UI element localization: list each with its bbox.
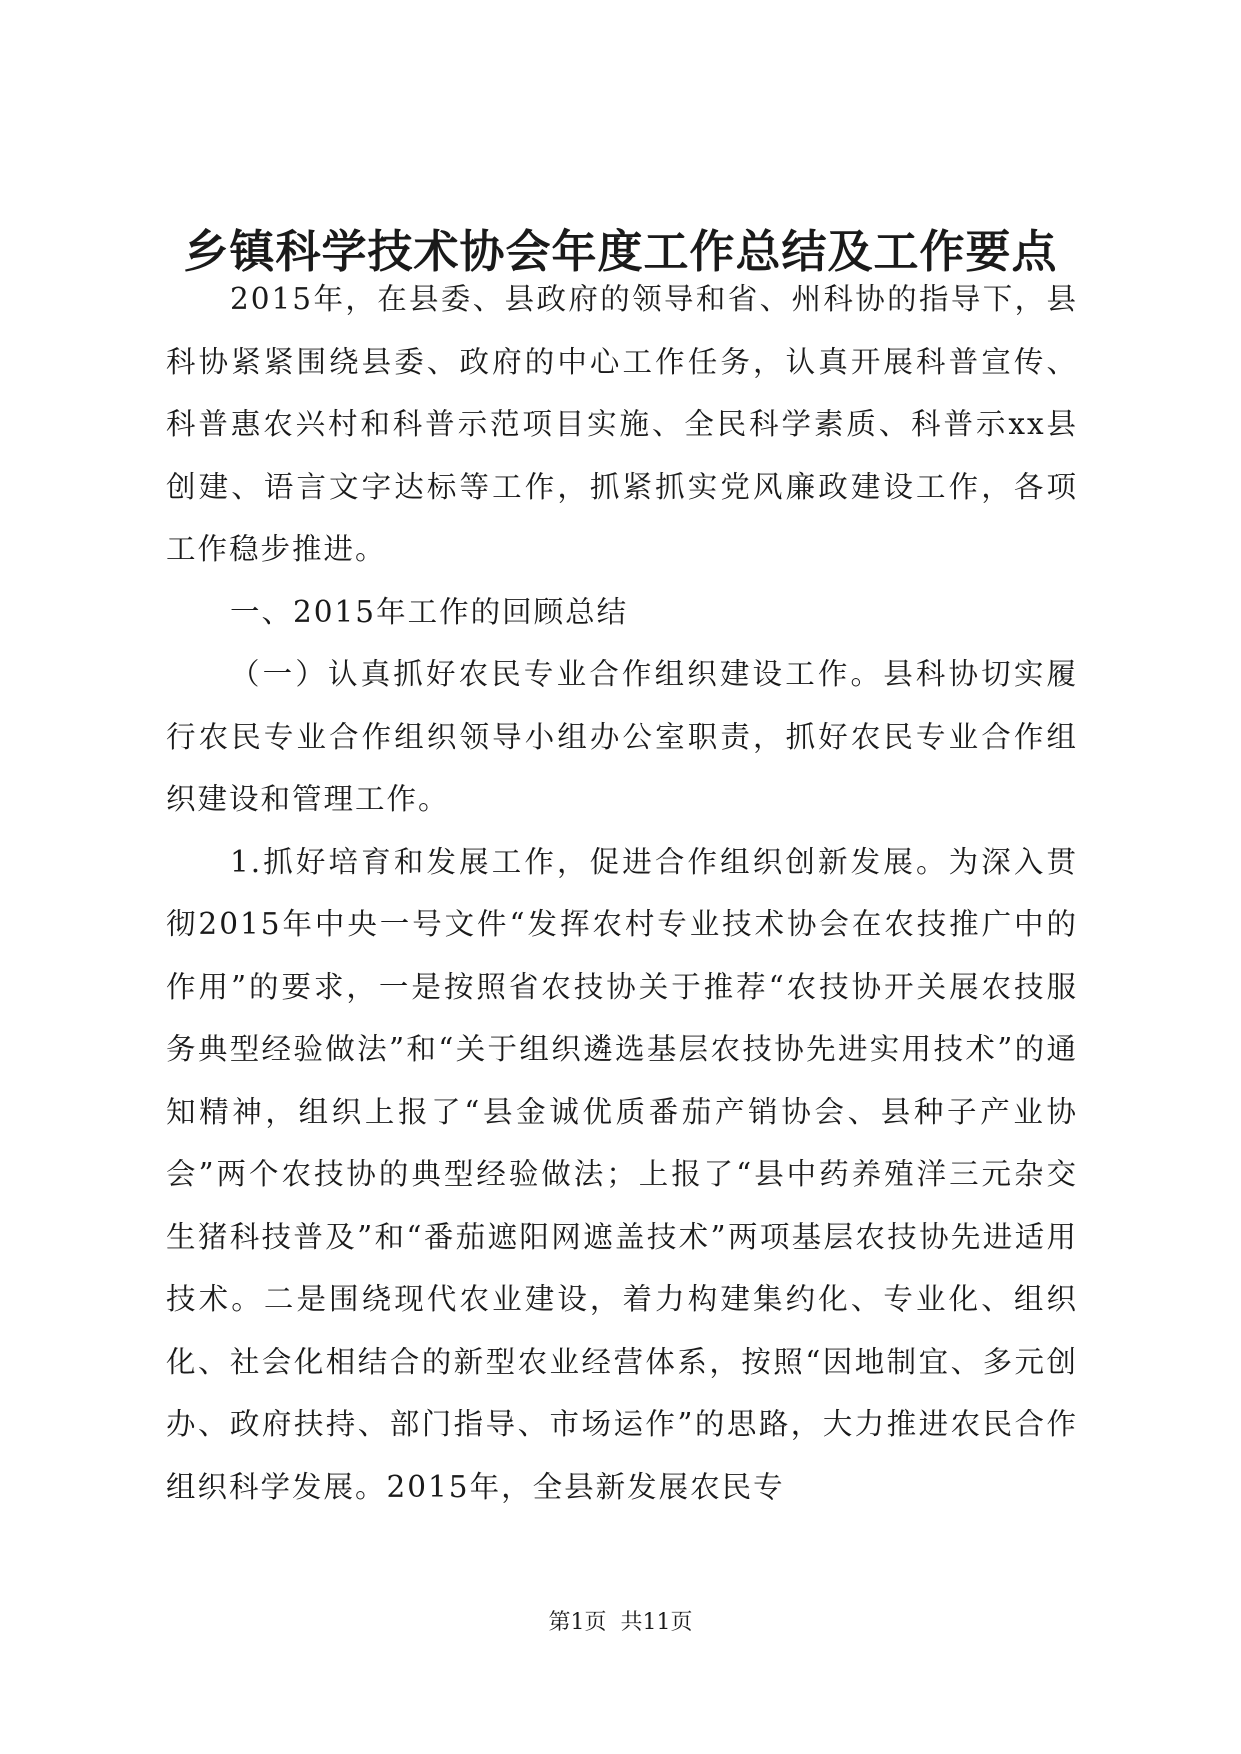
- intro-paragraph: 2015年，在县委、县政府的领导和省、州科协的指导下，县科协紧紧围绕县委、政府的中心工作任务，认真开展科普宣传、科普惠农兴村和科普示范项目实施、全民科学素质、科普示xx县创建、语言文字达标等工作，抓紧抓实党风廉政建设工作，各项工作稳步推进。: [166, 282, 1078, 566]
- item-paragraph: 1.抓好培育和发展工作，促进合作组织创新发展。为深入贯彻2015年中央一号文件“发挥农村专业技术协会在农技推广中的作用”的要求，一是按照省农技协关于推荐“农技协开关展农技服务典型经验做法”和“关于组织遴选基层农技协先进实用技术”的通知精神，组织上报了“县金诚优质番茄产销协会、县种子产业协会”两个农技协的典型经验做法；上报了“县中药养殖洋三元杂交生猪科技普及”和“番茄遮阳网遮盖技术”两项基层农技协先进适用技术。二是围绕现代农业建设，着力构建集约化、专业化、组织化、社会化相结合的新型农业经营体系，按照“因地制宜、多元创办、政府扶持、部门指导、市场运作”的思路，大力推进农民合作组织科学发展。2015年，全县新发展农民专: [166, 844, 1078, 1504]
- document-body: [166, 268, 1078, 1518]
- subsection-paragraph: （一）认真抓好农民专业合作组织建设工作。县科协切实履行农民专业合作组织领导小组办公室职责，抓好农民专业合作组织建设和管理工作。: [166, 657, 1078, 816]
- section-heading: 一、2015年工作的回顾总结: [230, 594, 629, 629]
- page-footer: [0, 1608, 1241, 1638]
- page-number-label: 第1页 共11页: [548, 1610, 693, 1635]
- document-title: 乡镇科学技术协会年度工作总结及工作要点: [183, 225, 1058, 278]
